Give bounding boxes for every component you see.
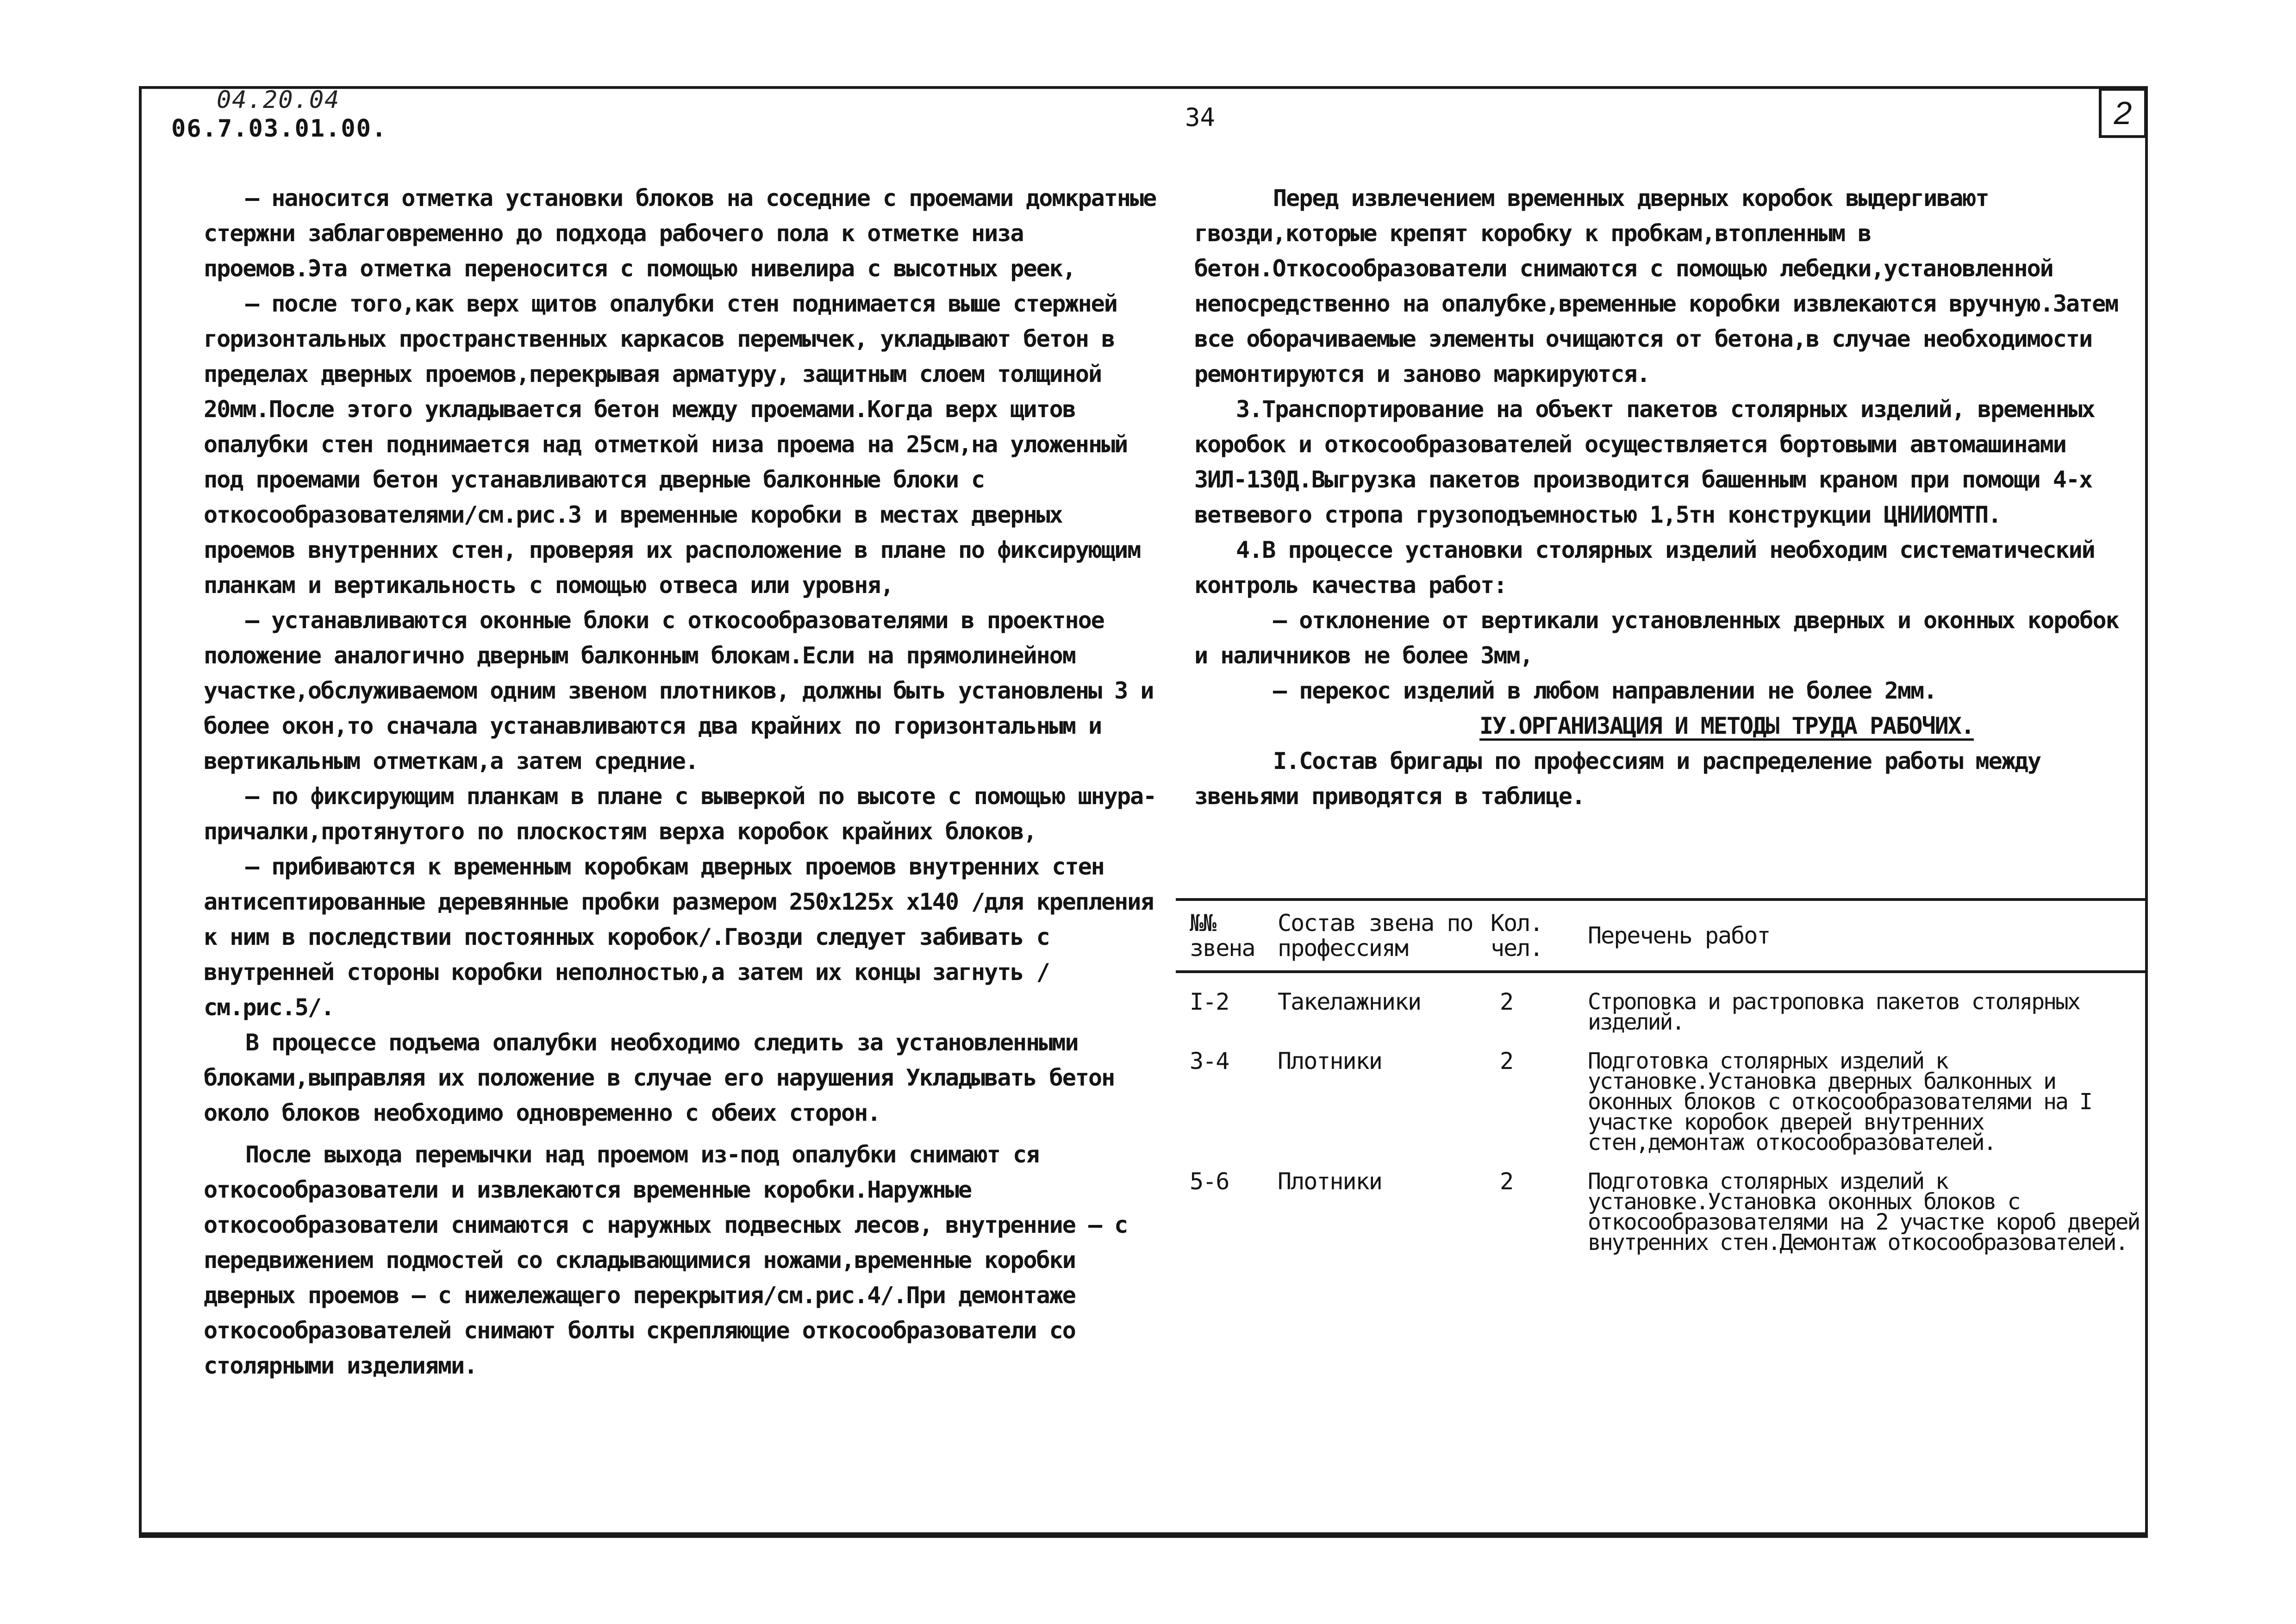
sheet-number-box — [2099, 88, 2147, 138]
right-paragraph: 4.В процессе установки столярных изделий необходим систематический контроль качества работ: — [1194, 537, 2095, 599]
cell-works: Строповка и растроповка пакетов столярных изделий. — [1588, 989, 2079, 1035]
left-paragraph: В процессе подъема опалубки необходимо следить за установленными блоками,выправляя их положение в случае его нарушения Укладывать бетон около блоков необходимо одновременно с обеих сторон. — [204, 1029, 1115, 1126]
handwritten-doc-code: 04.20.04 — [217, 86, 340, 114]
cell-profession: Плотники — [1278, 1048, 1382, 1074]
left-paragraph: – прибиваются к временным коробкам дверных проемов внутренних стен антисептированные деревянные пробки размером 250х125х х140 /для крепления к ним в последствии постоянных коробок/.Гвозди следует забивать с внутренней стороны коробки неполностью,а затем их концы загнуть /см.рис.5/. — [204, 853, 1154, 1021]
left-paragraph: После выхода перемычки над проемом из-под опалубки снимают ся откосообразователи и извлекаются временные коробки.Наружные откосообразователи снимаются с наружных подвесных лесов, внутренние – с передвижением подмостей со складывающимися ножами,временные коробки дверных проемов – с нижележащего перекрытия/см.рис.4/.При демонтаже откосообразователей снимают болты скрепляющие откосообразователи со столярными изделиями. — [204, 1141, 1128, 1379]
right-paragraph: Перед извлечением временных дверных коробок выдергивают гвозди,которые крепят коробку к пробкам,втопленным в бетон.Откосообразователи снимаются с помощью лебедки,установленной непосредственно на опалубке,временные коробки извлекаются вручную.Затем все оборачиваемые элементы очищаются от бетона,в случае необходимости ремонтируются и заново маркируются. — [1194, 185, 2118, 387]
cell-works: Подготовка столярных изделий к установке.Установка оконных блоков с откосообразователями на 2 участке короб дверей внутренних стен.Демонтаж откосообразователей. — [1588, 1168, 2140, 1255]
cell-count: 2 — [1500, 988, 1513, 1015]
header-count: Кол. чел. — [1491, 910, 1543, 962]
cell-unit: I-2 — [1190, 988, 1229, 1015]
section-title: IУ.ОРГАНИЗАЦИЯ И МЕТОДЫ ТРУДА РАБОЧИХ. — [1479, 712, 1974, 739]
brigade-table — [1176, 898, 2148, 1253]
cell-works: Подготовка столярных изделий к установке.Установка дверных балконных и оконных блоков с откосообразователями на I участке коробок дверей внутренних стен,демонтаж откосообразователей. — [1588, 1048, 2091, 1156]
cell-unit: 5-6 — [1190, 1168, 1229, 1195]
table-header-row — [1176, 901, 2148, 973]
left-paragraph: – наносится отметка установки блоков на соседние с проемами домкратные стержни заблаговременно до подхода рабочего пола к отметке низа проемов.Эта отметка переносится с помощью нивелира с высотных реек, — [204, 185, 1156, 282]
cell-count: 2 — [1500, 1168, 1513, 1195]
cell-profession: Такелажники — [1278, 988, 1421, 1015]
bottom-rule — [139, 1535, 2148, 1538]
table-row — [1176, 1168, 2148, 1255]
cell-unit: 3-4 — [1190, 1048, 1229, 1074]
page-number: 34 — [1185, 103, 1216, 132]
table-row — [1176, 1048, 2148, 1156]
left-paragraph: – после того,как верх щитов опалубки стен поднимается выше стержней горизонтальных пространственных каркасов перемычек, укладывают бетон в пределах дверных проемов,перекрывая арматуру, защитным слоем толщиной 20мм.После этого укладывается бетон между проемами.Когда верх щитов опалубки стен поднимается над отметкой низа проема на 25см,на уложенный под проемами бетон устанавливаются дверные балконные блоки с откосообразователями/см.рис.3 и временные коробки в местах дверных проемов внутренних стен, проверяя их расположение в плане по фиксирующим планкам и вертикальность с помощью отвеса или уровня, — [204, 290, 1141, 599]
document-code: 06.7.03.01.00. — [171, 115, 387, 143]
right-column — [1194, 181, 2139, 814]
cell-profession: Плотники — [1278, 1168, 1382, 1195]
sheet-number: 2 — [2114, 95, 2132, 131]
header-works: Перечень работ — [1588, 922, 1770, 949]
header-profession: Состав звена по профессиям — [1278, 910, 1473, 962]
section-intro: I.Состав бригады по профессиям и распределение работы между звеньями приводятся в таблице. — [1194, 748, 2041, 810]
table-row — [1176, 988, 2148, 1035]
header-unit: №№ звена — [1190, 910, 1255, 962]
right-paragraph: 3.Транспортирование на объект пакетов столярных изделий, временных коробок и откосообразователей осуществляется бортовыми автомашинами ЗИЛ-130Д.Выгрузка пакетов производится башенным краном при помощи 4-х ветвевого стропа грузоподъемностью 1,5тн конструкции ЦНИИОМТП. — [1194, 396, 2095, 528]
right-paragraph: – перекос изделий в любом направлении не более 2мм. — [1273, 677, 1937, 704]
left-paragraph: – по фиксирующим планкам в плане с выверкой по высоте с помощью шнура-причалки,протянутого по плоскостям верха коробок крайних блоков, — [204, 783, 1156, 845]
left-paragraph: – устанавливаются оконные блоки с откосообразователями в проектное положение аналогично дверным балконным блокам.Если на прямолинейном участке,обслуживаемом одним звеном плотников, должны быть установлены 3 и более окон,то сначала устанавливаются два крайних по горизонтальным и вертикальным отметкам,а затем средние. — [204, 607, 1154, 775]
right-paragraph: – отклонение от вертикали установленных дверных и оконных коробок и наличников не более 3мм, — [1194, 607, 2119, 669]
cell-count: 2 — [1500, 1048, 1513, 1074]
left-column — [204, 181, 1157, 1383]
